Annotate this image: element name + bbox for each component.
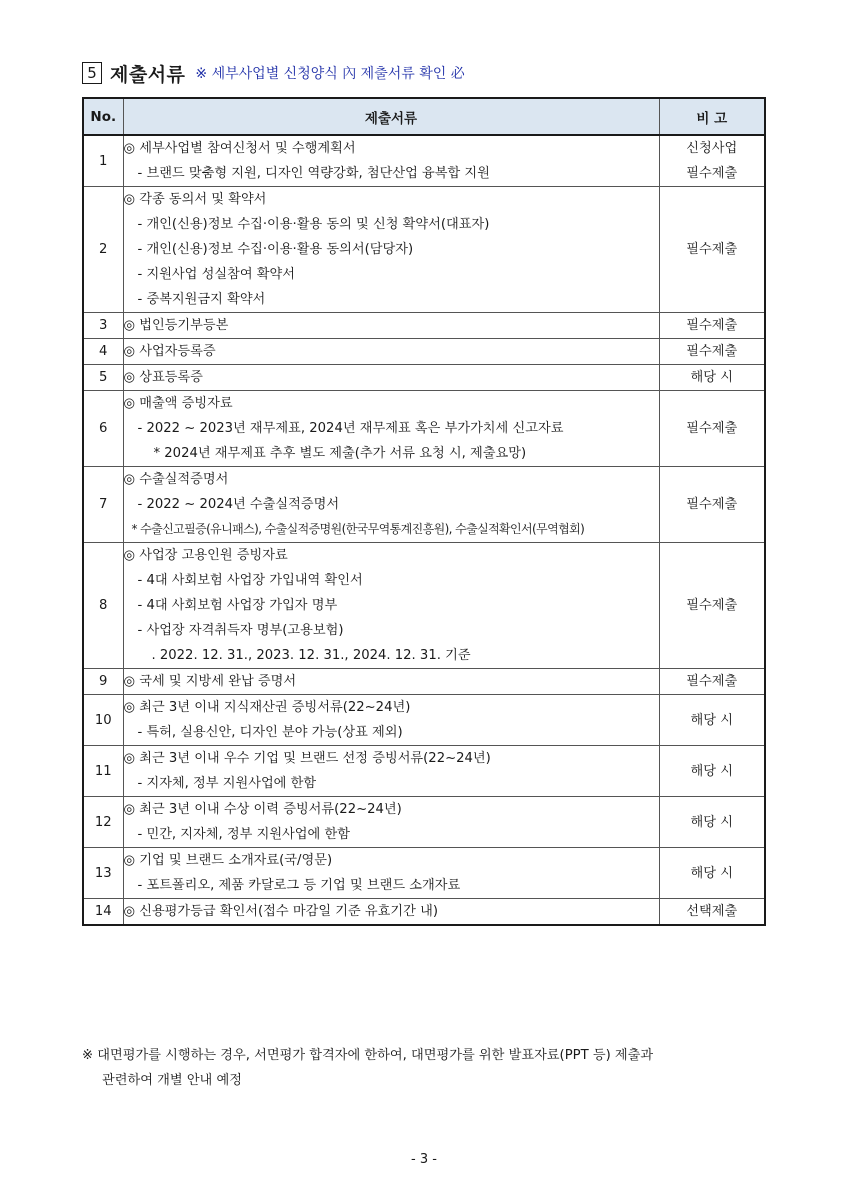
document-detail: - 브랜드 맞춤형 지원, 디자인 역량강화, 첨단산업 융복합 지원 (137, 166, 490, 181)
document-item: ◎ 법인등기부등본 (123, 318, 229, 333)
row-number: 12 (83, 797, 123, 848)
table-row (83, 391, 765, 467)
row-documents (123, 746, 659, 797)
document-detail: - 특허, 실용신안, 디자인 분야 가능(상표 제외) (137, 725, 403, 740)
page-number: - 3 - (411, 1152, 437, 1167)
section-subtitle: ※ 세부사업별 신청양식 內 제출서류 확인 必 (195, 66, 465, 82)
table-row (83, 313, 765, 339)
row-note (659, 695, 765, 746)
note-text: 필수제출 (686, 166, 738, 181)
row-documents (123, 848, 659, 899)
row-number: 1 (83, 135, 123, 187)
note-text: 필수제출 (686, 497, 738, 512)
table-row (83, 695, 765, 746)
document-detail: * 2024년 재무제표 추후 별도 제출(추가 서류 요청 시, 제출요망) (153, 446, 527, 461)
row-number: 14 (83, 899, 123, 926)
row-note (659, 467, 765, 543)
document-item: ◎ 기업 및 브랜드 소개자료(국/영문) (123, 853, 333, 868)
row-number: 9 (83, 669, 123, 695)
note-text: 해당 시 (690, 763, 733, 779)
table-row (83, 848, 765, 899)
table-row (83, 187, 765, 313)
table-row (83, 135, 765, 187)
note-text: 선택제출 (686, 904, 738, 919)
row-number: 7 (83, 467, 123, 543)
row-number: 11 (83, 746, 123, 797)
document-item: ◎ 세부사업별 참여신청서 및 수행계획서 (123, 141, 356, 156)
row-number: 5 (83, 365, 123, 391)
section-title: 제출서류 (110, 63, 186, 86)
section-number-box: 5 (82, 62, 102, 84)
document-item: ◎ 신용평가등급 확인서(접수 마감일 기준 유효기간 내) (123, 904, 438, 919)
table-row (83, 797, 765, 848)
document-item: ◎ 최근 3년 이내 수상 이력 증빙서류(22~24년) (123, 802, 402, 817)
row-note (659, 746, 765, 797)
row-number: 8 (83, 543, 123, 669)
document-detail: - 2022 ~ 2024년 수출실적증명서 (137, 497, 340, 512)
row-note (659, 391, 765, 467)
footnote-line-1: ※ 대면평가를 시행하는 경우, 서면평가 합격자에 한하여, 대면평가를 위한 발표자료(PPT 등) 제출과 (82, 1048, 654, 1063)
document-item: ◎ 최근 3년 이내 우수 기업 및 브랜드 선정 증빙서류(22~24년) (123, 751, 491, 766)
document-detail: - 민간, 지자체, 정부 지원사업에 한함 (137, 827, 350, 842)
row-number: 3 (83, 313, 123, 339)
table-row (83, 339, 765, 365)
note-text: 신청사업 (686, 141, 738, 156)
document-detail: - 사업장 자격취득자 명부(고용보험) (137, 623, 344, 638)
document-item: ◎ 국세 및 지방세 완납 증명서 (123, 674, 297, 689)
row-note (659, 135, 765, 187)
header-no: No. (83, 98, 123, 135)
row-note (659, 365, 765, 391)
document-detail: - 지자체, 정부 지원사업에 한함 (137, 776, 317, 791)
table-row (83, 467, 765, 543)
row-note (659, 669, 765, 695)
document-detail: - 개인(신용)정보 수집·이용·활용 동의서(담당자) (137, 242, 414, 257)
table-row (83, 899, 765, 926)
table-row (83, 365, 765, 391)
section-heading (82, 58, 465, 88)
note-text: 필수제출 (686, 421, 738, 436)
row-number: 6 (83, 391, 123, 467)
note-text: 필수제출 (686, 344, 738, 359)
row-number: 10 (83, 695, 123, 746)
row-number: 4 (83, 339, 123, 365)
row-number: 2 (83, 187, 123, 313)
row-documents (123, 467, 659, 543)
note-text: 해당 시 (690, 712, 733, 728)
row-note (659, 313, 765, 339)
table-body (83, 135, 765, 925)
document-detail: - 2022 ~ 2023년 재무제표, 2024년 재무제표 혹은 부가가치세 신고자료 (137, 421, 564, 436)
documents-table (82, 97, 766, 926)
document-detail: - 포트폴리오, 제품 카달로그 등 기업 및 브랜드 소개자료 (137, 878, 461, 893)
header-docs: 제출서류 (123, 98, 659, 135)
row-documents (123, 669, 659, 695)
row-note (659, 797, 765, 848)
table-header-row (83, 98, 765, 135)
document-item: ◎ 매출액 증빙자료 (123, 396, 233, 411)
document-detail: * 수출신고필증(유니패스), 수출실적증명원(한국무역통계진흥원), 수출실적확인서(무역협회) (131, 522, 585, 536)
note-text: 필수제출 (686, 674, 738, 689)
note-text: 필수제출 (686, 318, 738, 333)
document-item: ◎ 수출실적증명서 (123, 472, 229, 487)
row-documents (123, 391, 659, 467)
table-row (83, 746, 765, 797)
document-item: ◎ 최근 3년 이내 지식재산권 증빙서류(22~24년) (123, 700, 411, 715)
table-row (83, 543, 765, 669)
row-documents (123, 313, 659, 339)
document-detail: - 개인(신용)정보 수집·이용·활용 동의 및 신청 확약서(대표자) (137, 217, 490, 232)
row-note (659, 848, 765, 899)
document-detail: . 2022. 12. 31., 2023. 12. 31., 2024. 12. 31. 기준 (151, 648, 471, 663)
footnote-line-2: 관련하여 개별 안내 예정 (102, 1073, 242, 1088)
row-note (659, 543, 765, 669)
table-row (83, 669, 765, 695)
document-detail: - 4대 사회보험 사업장 가입내역 확인서 (137, 573, 363, 588)
row-documents (123, 695, 659, 746)
row-documents (123, 797, 659, 848)
note-text: 필수제출 (686, 598, 738, 613)
row-documents (123, 899, 659, 926)
row-documents (123, 339, 659, 365)
note-text: 해당 시 (690, 370, 733, 385)
row-number: 13 (83, 848, 123, 899)
footnote (82, 1043, 764, 1093)
row-note (659, 339, 765, 365)
document-item: ◎ 사업자등록증 (123, 344, 216, 359)
note-text: 필수제출 (686, 242, 738, 257)
row-note (659, 187, 765, 313)
row-documents (123, 543, 659, 669)
row-documents (123, 365, 659, 391)
note-text: 해당 시 (690, 814, 733, 830)
row-documents (123, 187, 659, 313)
document-item: ◎ 사업장 고용인원 증빙자료 (123, 548, 288, 563)
document-detail: - 지원사업 성실참여 확약서 (137, 267, 295, 282)
document-detail: - 4대 사회보험 사업장 가입자 명부 (137, 598, 338, 613)
document-detail: - 중복지원금지 확약서 (137, 292, 266, 307)
document-item: ◎ 상표등록증 (123, 370, 203, 385)
row-documents (123, 135, 659, 187)
document-item: ◎ 각종 동의서 및 확약서 (123, 192, 267, 207)
note-text: 해당 시 (690, 865, 733, 881)
row-note (659, 899, 765, 926)
header-note: 비 고 (659, 98, 765, 135)
